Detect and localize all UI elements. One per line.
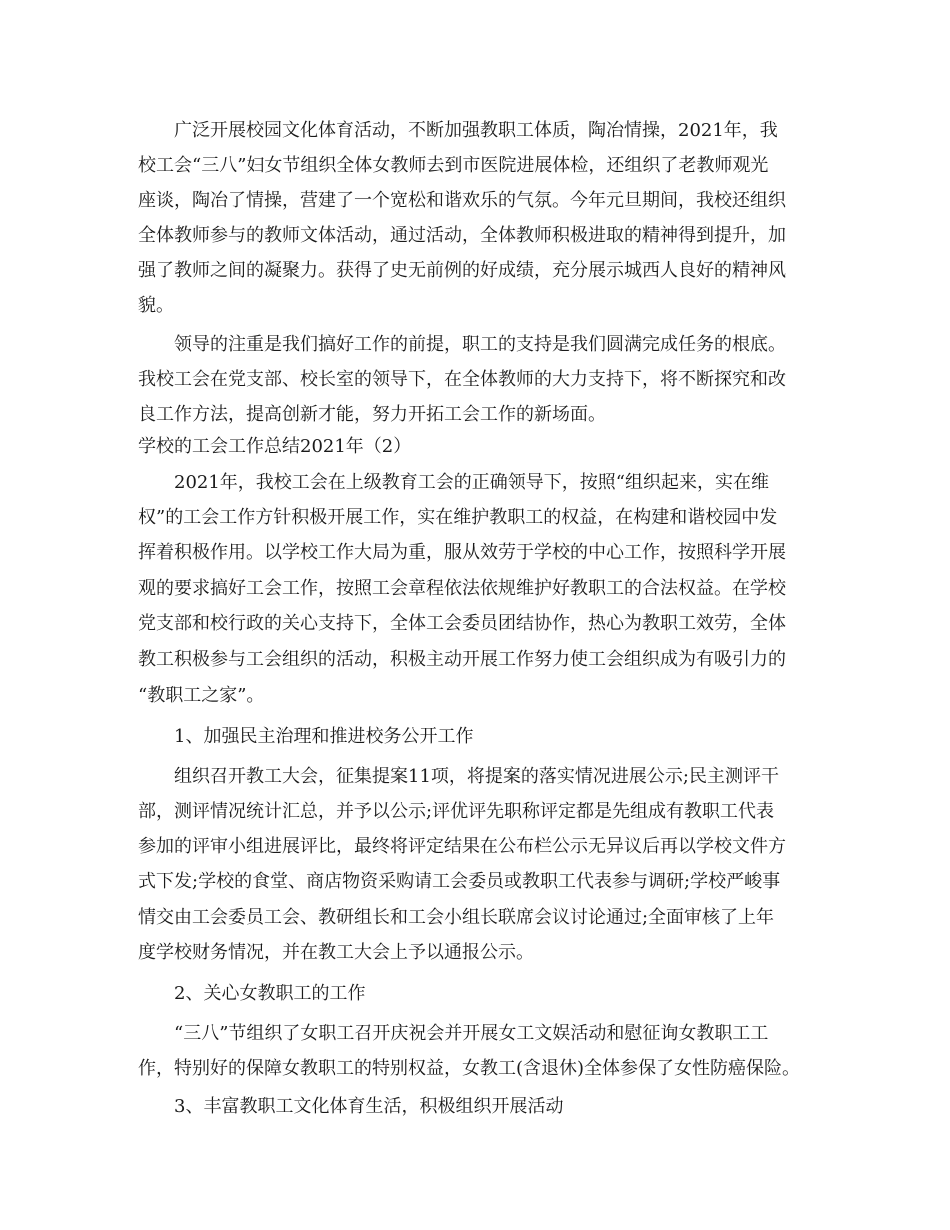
paragraph-line: 2021年，我校工会在上级教育工会的正确领导下，按照“组织起来，实在维 — [174, 472, 770, 493]
paragraph-line: 貌。 — [138, 295, 174, 316]
paragraph-line: 广泛开展校园文化体育活动，不断加强教职工体质，陶冶情操，2021年，我 — [174, 120, 778, 141]
paragraph-line: 权”的工会工作方针积极开展工作，实在维护教职工的权益，在构建和谐校园中发 — [138, 507, 778, 528]
paragraph-line: 领导的注重是我们搞好工作的前提，职工的支持是我们圆满完成任务的根底。 — [174, 334, 786, 355]
subsection-heading: 3、丰富教职工文化体育生活，积极组织开展活动 — [174, 1096, 564, 1117]
paragraph-line: 作，特别好的保障女教职工的特别权益，女教工(含退休)全体参保了女性防癌保险。 — [138, 1058, 801, 1079]
paragraph-line: 部，测评情况统计汇总，并予以公示;评优评先职称评定都是先组成有教职工代表 — [138, 801, 775, 822]
paragraph-line: 校工会“三八”妇女节组织全体女教师去到市医院进展体检，还组织了老教师观光 — [138, 155, 769, 176]
paragraph-line: 强了教师之间的凝聚力。获得了史无前例的好成绩，充分展示城西人良好的精神风 — [138, 260, 786, 281]
paragraph-line: 教工积极参与工会组织的活动，积极主动开展工作努力使工会组织成为有吸引力的 — [138, 649, 786, 670]
paragraph-line: 观的要求搞好工会工作，按照工会章程依法依规维护好教职工的合法权益。在学校 — [138, 578, 786, 599]
paragraph-line: 良工作方法，提高创新才能，努力开拓工会工作的新场面。 — [138, 404, 606, 425]
paragraph-line: 式下发;学校的食堂、商店物资采购请工会委员或教职工代表参与调研;学校严峻事 — [138, 871, 781, 892]
paragraph-line: “三八”节组织了女职工召开庆祝会并开展女工文娱活动和慰征询女教职工工 — [174, 1023, 769, 1044]
paragraph-line: 党支部和校行政的关心支持下，全体工会委员团结协作，热心为教职工效劳，全体 — [138, 613, 786, 634]
paragraph-line: 度学校财务情况，并在教工大会上予以通报公示。 — [138, 942, 534, 963]
paragraph-line: “教职工之家”。 — [138, 685, 265, 706]
paragraph-line: 全体教师参与的教师文体活动，通过活动，全体教师积极进取的精神得到提升，加 — [138, 225, 786, 246]
subsection-heading: 2、关心女教职工的工作 — [174, 983, 366, 1004]
paragraph-line: 挥着积极作用。以学校工作大局为重，服从效劳于学校的中心工作，按照科学开展 — [138, 542, 786, 563]
paragraph-line: 我校工会在党支部、校长室的领导下，在全体教师的大力支持下，将不断探究和改 — [138, 369, 786, 390]
subsection-heading: 1、加强民主治理和推进校务公开工作 — [174, 726, 474, 747]
paragraph-line: 座谈，陶冶了情操，营建了一个宽松和谐欢乐的气氛。今年元旦期间，我校还组织 — [138, 190, 786, 211]
paragraph-line: 参加的评审小组进展评比，最终将评定结果在公布栏公示无异议后再以学校文件方 — [138, 836, 786, 857]
paragraph-line: 情交由工会委员工会、教研组长和工会小组长联席会议讨论通过;全面审核了上年 — [138, 907, 775, 928]
section-heading: 学校的工会工作总结2021年（2） — [138, 436, 412, 457]
paragraph-line: 组织召开教工大会，征集提案11项，将提案的落实情况进展公示;民主测评干 — [174, 766, 779, 787]
